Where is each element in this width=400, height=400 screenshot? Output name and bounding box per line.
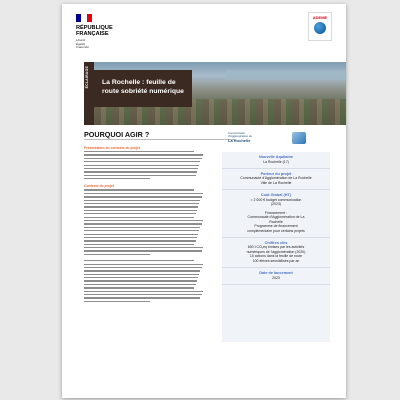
text-line [84, 270, 200, 271]
text-line [84, 161, 200, 162]
banner-water [226, 70, 346, 80]
key-fact-block [222, 169, 330, 190]
republic-motto: Liberté Égalité Fraternité [76, 38, 89, 50]
key-fact-heading: Nouvelle Aquitaine [258, 155, 294, 159]
text-line [84, 244, 194, 245]
text-line [84, 200, 200, 201]
key-fact-heading: Porteur du projet [260, 171, 292, 176]
ademe-logo [308, 12, 332, 41]
text-line [84, 223, 202, 224]
text-line [84, 277, 198, 278]
text-line [84, 274, 199, 275]
text-line [84, 158, 202, 159]
banner-side-tag: ÉCLAIRAGE [85, 66, 89, 89]
document-page [62, 4, 346, 398]
text-line [84, 193, 203, 194]
section-divider [84, 139, 234, 140]
key-fact-body: ≈ 2 000 € budget communication (2023) Financement : Communauté d'Agglomération de La Rochelle Programme de financement complémentaire pour certains projets [247, 197, 305, 233]
key-fact-block [222, 238, 330, 268]
text-line [84, 217, 194, 218]
text-line [84, 151, 194, 152]
section-title: POURQUOI AGIR ? [84, 130, 150, 139]
text-line [84, 297, 200, 298]
text-line [84, 227, 200, 228]
text-line [84, 213, 196, 214]
banner-title-box [94, 70, 192, 107]
text-line [84, 203, 199, 204]
text-line [84, 210, 197, 211]
key-facts-panel [222, 152, 330, 342]
key-fact-body: 600 t CO₂eq émises par les activités numériques de l'agglomération (2020) 10 actions dans la feuille de route 100 élèves sensibilisés par an [246, 245, 306, 263]
agglomeration-logo [228, 132, 252, 142]
text-line [84, 168, 198, 169]
text-line [84, 165, 199, 166]
text-line [84, 294, 202, 295]
text-line [84, 178, 150, 179]
text-line [84, 220, 203, 221]
paragraph-text [84, 189, 204, 255]
text-line [84, 250, 202, 251]
text-line [84, 280, 197, 281]
ville-logo-icon [292, 132, 306, 144]
text-line [84, 291, 203, 292]
ademe-label: ADEME [312, 15, 328, 20]
republique-francaise-logo [76, 14, 113, 50]
partner-logos [228, 130, 328, 146]
text-line [84, 264, 203, 265]
french-flag-icon [76, 14, 92, 22]
text-line [84, 254, 150, 255]
paragraph-text [84, 151, 204, 179]
banner-side-strip [84, 62, 94, 125]
main-text-column [84, 144, 204, 307]
key-fact-body: La Rochelle (17) [263, 159, 289, 164]
agglo-name: d'Agglomération de [228, 134, 253, 139]
text-line [84, 237, 197, 238]
key-fact-body: 2023 [272, 275, 280, 280]
agglo-city: La Rochelle [228, 137, 251, 143]
key-fact-body: Communauté d'Agglomération de La Rochelle Ville de La Rochelle [240, 176, 312, 185]
text-line [84, 206, 198, 207]
text-line [84, 267, 202, 268]
republic-title: RÉPUBLIQUE FRANÇAISE [76, 25, 113, 37]
banner-title: La Rochelle : feuille de route sobriété numérique [102, 79, 184, 95]
text-line [84, 234, 198, 235]
paragraph-subheading: Contexte du projet [84, 184, 114, 189]
text-line [84, 189, 194, 190]
agglo-prefix: Communauté [228, 131, 245, 135]
text-line [84, 175, 196, 176]
key-fact-heading: Date de lancement [259, 271, 293, 276]
text-line [84, 230, 199, 231]
text-line [84, 260, 194, 261]
text-line [84, 154, 203, 155]
key-fact-block [222, 152, 330, 169]
key-fact-block [222, 268, 330, 285]
text-line [84, 247, 203, 248]
text-line [84, 287, 194, 288]
ademe-globe-icon [314, 22, 326, 34]
key-fact-heading: Coût Global (HT) [260, 193, 292, 198]
key-fact-heading: Chiffres clés [264, 240, 288, 245]
text-line [84, 196, 202, 197]
text-line [84, 240, 196, 241]
paragraph-text [84, 260, 204, 302]
paragraph-subheading: Présentation du contexte du projet [84, 146, 140, 150]
text-line [84, 284, 196, 285]
text-line [84, 301, 150, 302]
key-fact-block [222, 190, 330, 238]
text-line [84, 171, 197, 172]
